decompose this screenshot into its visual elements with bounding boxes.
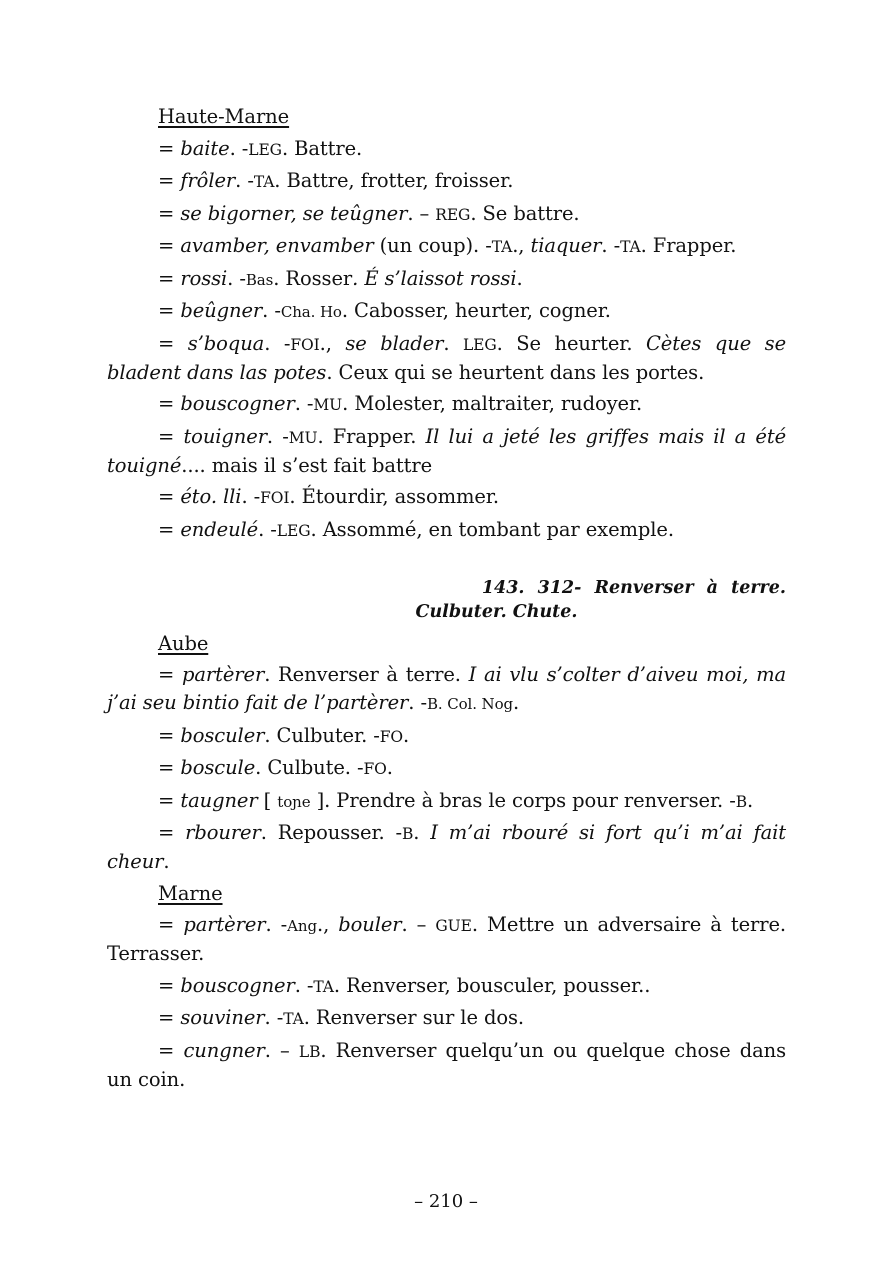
sep: . - — [241, 485, 261, 508]
source-abbrev: LEG — [276, 521, 311, 540]
sep: . - — [227, 266, 246, 290]
definition: . Assommé, en tombant par exemple. — [310, 517, 674, 541]
headword: rossi — [180, 266, 228, 290]
entry-touigner — [107, 423, 786, 480]
source-abbrev: REG — [435, 205, 471, 224]
text: ., — [512, 234, 531, 257]
headword: baite — [180, 136, 230, 160]
definition: . Culbuter. - — [264, 723, 380, 747]
entry-avamber — [107, 232, 786, 261]
entry-parterer-marne — [107, 911, 786, 968]
example: . É s’laissot rossi — [352, 266, 517, 290]
sep: . - — [294, 392, 314, 415]
definition: . Molester, maltraiter, rudoyer. — [342, 392, 643, 415]
page-body — [107, 103, 786, 1097]
source-abbrev: B — [735, 792, 748, 811]
text: . — [443, 331, 463, 355]
eq-sign: = — [158, 234, 181, 257]
source-abbrev: B — [402, 825, 414, 843]
definition: . Renverser quelqu’un ou quelque chose dans un coin. — [107, 1038, 786, 1091]
definition: . Battre. — [281, 136, 363, 160]
definition: . Se heurter. — [496, 331, 646, 355]
entry-rbourer — [107, 819, 786, 876]
entry-boscule — [107, 754, 786, 783]
sep: . – — [407, 201, 436, 225]
region-heading-aube: Aube — [158, 631, 209, 655]
page-number: – 210 – — [414, 1191, 478, 1212]
definition: . Culbute. - — [255, 756, 364, 779]
source-abbrev: LEG — [248, 140, 282, 159]
text: . — [386, 756, 393, 779]
definition: . Renverser, bousculer, pousser.. — [333, 973, 651, 997]
sep: . - — [229, 136, 249, 160]
definition: . Rosser — [273, 266, 353, 290]
headword: touigner — [183, 424, 267, 448]
headword: bouscogner — [180, 973, 295, 997]
definition: . Battre, frotter, froisser. — [274, 169, 514, 192]
headword: se blader — [345, 331, 444, 355]
entry-parterer-aube — [107, 661, 786, 718]
text: . — [163, 850, 170, 873]
headword: bosculer — [180, 723, 265, 747]
source-abbrev: TA — [313, 977, 334, 996]
definition: . Se battre. — [470, 201, 580, 225]
headword: avamber, envamber — [180, 234, 374, 257]
source-abbrev: FO — [379, 727, 404, 746]
sep: . - — [258, 517, 277, 541]
headword: frôler — [180, 169, 236, 192]
entry-sboqua — [107, 330, 786, 387]
text: . — [403, 723, 410, 747]
eq-sign: = — [158, 517, 181, 541]
headword: rbourer — [185, 821, 261, 844]
source-abbrev: TA — [253, 173, 275, 191]
text: . - — [601, 234, 621, 257]
text: . – — [401, 913, 436, 936]
eq-sign: = — [158, 1038, 184, 1062]
eq-sign: = — [158, 169, 181, 192]
section-heading-line-1: 143. 312- Renverser à terre. — [481, 577, 786, 598]
definition: . Frapper. — [640, 234, 737, 257]
eq-sign: = — [158, 1006, 181, 1029]
source-abbrev: MU — [313, 396, 343, 414]
entry-bouscogner — [107, 390, 786, 419]
entry-rossi — [107, 265, 786, 294]
eq-sign: = — [158, 973, 181, 997]
source-abbrev: TA — [491, 238, 513, 256]
entry-se-bigorner — [107, 200, 786, 229]
eq-sign: = — [158, 788, 181, 812]
example: I m’ai rbouré si fort qu’i m’ai fait cheur — [107, 821, 787, 873]
eq-sign: = — [158, 392, 181, 415]
eq-sign: = — [158, 266, 181, 290]
entry-bosculer — [107, 722, 786, 751]
source-abbrev: FOI — [260, 489, 290, 507]
translation: . Ceux qui se heurtent dans les portes. — [326, 360, 705, 384]
text: . - — [408, 691, 427, 714]
entry-beugner — [107, 297, 786, 326]
source-abbrev: B. Col. Nog — [426, 695, 514, 713]
source-abbrev: FO — [363, 760, 387, 778]
headword: partèrer — [182, 663, 265, 686]
eq-sign: = — [158, 913, 184, 936]
text: [ — [257, 788, 278, 812]
text: ., — [316, 913, 339, 936]
definition: . Mettre un adversaire à terre. Terrasser. — [107, 913, 787, 965]
eq-sign: = — [158, 299, 181, 322]
definition: . Repousser. - — [260, 821, 402, 844]
sep: . - — [266, 424, 289, 448]
eq-sign: = — [158, 136, 181, 160]
section-heading — [107, 576, 786, 624]
sep: . - — [235, 169, 254, 192]
source-abbrev: Ang — [287, 917, 317, 935]
example: Il lui a jeté les griffes mais il a été touigné — [107, 424, 787, 477]
definition: . Cabosser, heurter, cogner. — [341, 299, 611, 322]
headword: tiaquer — [530, 234, 602, 257]
source-abbrev: LB — [298, 1042, 321, 1061]
eq-sign: = — [158, 201, 181, 225]
source-abbrev: TA — [620, 238, 641, 256]
example: Cètes que se bladent dans las potes — [107, 331, 787, 384]
entry-cungner — [107, 1037, 786, 1094]
definition: . Frapper. — [317, 424, 426, 448]
text: . - — [294, 973, 314, 997]
eq-sign: = — [158, 756, 181, 779]
entry-froler — [107, 167, 786, 196]
sep: . - — [264, 331, 291, 355]
source-abbrev: Cha. Ho — [280, 303, 342, 321]
headword: boscule — [180, 756, 256, 779]
headword: s’boqua — [187, 331, 265, 355]
eq-sign: = — [158, 424, 184, 448]
source-abbrev: LEG — [462, 335, 497, 354]
text: . — [413, 821, 431, 844]
source-abbrev: GUE — [435, 917, 472, 935]
source-abbrev: FOI — [290, 335, 320, 354]
headword: éto. lli — [180, 485, 242, 508]
eq-sign: = — [158, 723, 181, 747]
eq-sign: = — [158, 485, 181, 508]
eq-sign: = — [158, 821, 186, 844]
headword: souviner — [180, 1006, 265, 1029]
text: . — [747, 788, 754, 812]
region-heading-marne: Marne — [158, 881, 223, 905]
definition: . Étourdir, assommer. — [289, 485, 499, 508]
text: . - — [264, 1006, 284, 1029]
definition: . Renverser sur le dos. — [303, 1006, 525, 1029]
text: . — [516, 266, 523, 290]
entry-bouscogner-marne — [107, 972, 786, 1001]
text: . - — [265, 913, 288, 936]
text: (un coup). - — [373, 234, 492, 257]
entry-baite — [107, 135, 786, 164]
headword: cungner — [183, 1038, 265, 1062]
headword: bouscogner — [180, 392, 295, 415]
headword: taugner — [180, 788, 258, 812]
definition: ]. Prendre à bras le corps pour renverser. - — [310, 788, 736, 812]
text: ., — [319, 331, 346, 355]
headword: beûgner — [180, 299, 263, 322]
headword: bouler — [338, 913, 402, 936]
entry-etolli — [107, 483, 786, 512]
region-heading-haute-marne: Haute-Marne — [158, 105, 290, 128]
sep: . - — [262, 299, 281, 322]
translation: .... mais il s’est fait battre — [181, 453, 433, 477]
text: . — [513, 691, 520, 714]
phonetic-transcription: toɲe — [277, 792, 311, 811]
source-abbrev: MU — [288, 428, 318, 447]
source-abbrev: TA — [283, 1010, 304, 1028]
eq-sign: = — [158, 663, 182, 686]
headword: endeulé — [180, 517, 259, 541]
example: I ai vlu s’colter d’aiveu moi, ma j’ai seu bintio fait de l’partèrer — [107, 663, 787, 714]
text: . – — [264, 1038, 299, 1062]
entry-souviner — [107, 1004, 786, 1033]
section-heading-line-2: Culbuter. Chute. — [415, 601, 578, 622]
entry-taugner — [107, 787, 786, 816]
eq-sign: = — [158, 331, 188, 355]
definition: . Renverser à terre. — [264, 663, 469, 686]
headword: se bigorner, se teûgner — [180, 201, 408, 225]
entry-endeule — [107, 516, 786, 545]
source-abbrev: Bas — [245, 270, 274, 289]
headword: partèrer — [183, 913, 266, 936]
